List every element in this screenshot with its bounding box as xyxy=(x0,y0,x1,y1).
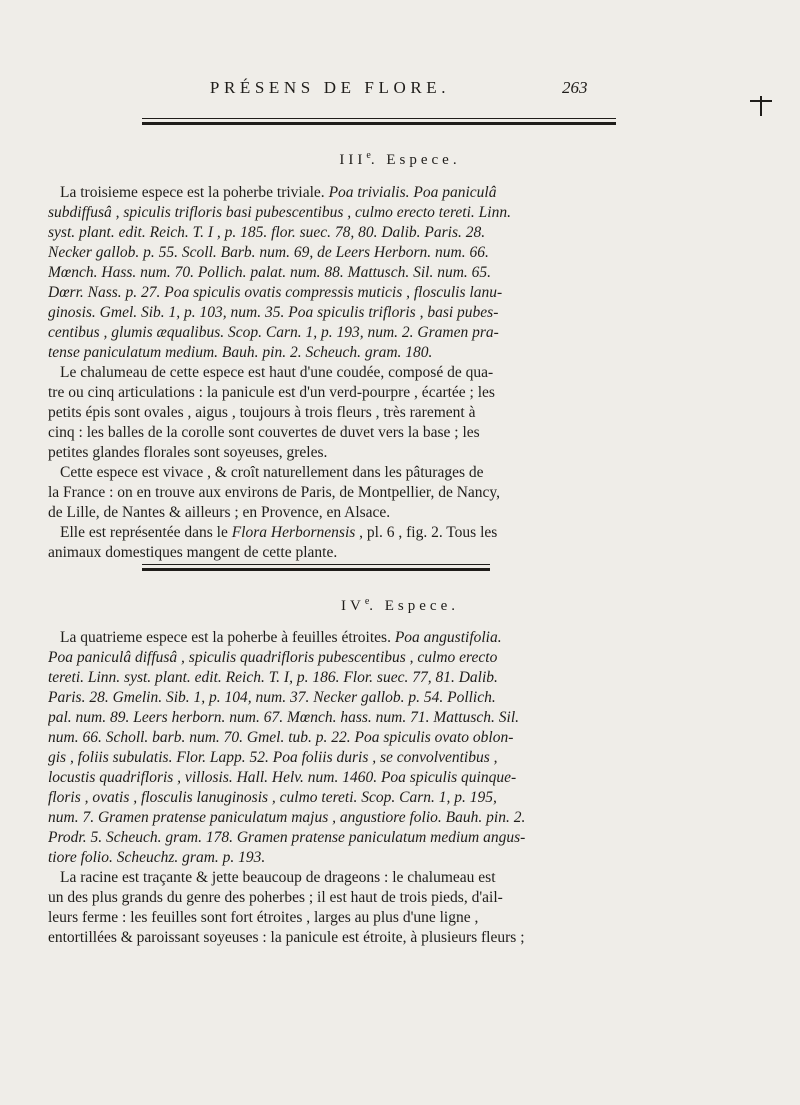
section-divider-thin xyxy=(142,564,490,565)
italic-segment: tereti. Linn. syst. plant. edit. Reich. T. I, p. 186. Flor. suec. 77, 81. Dalib. xyxy=(48,669,498,686)
text-segment: un des plus grands du genre des poherbes ; il est haut de trois pieds, d'ail- xyxy=(48,889,503,906)
italic-segment: gis , foliis subulatis. Flor. Lapp. 52. Poa foliis duris , se convolventibus , xyxy=(48,749,498,766)
section-iii-body xyxy=(48,183,766,563)
italic-segment: Necker gallob. p. 55. Scoll. Barb. num. 69, de Leers Herborn. num. 66. xyxy=(48,244,489,261)
text-line xyxy=(48,183,766,203)
text-line xyxy=(48,868,766,888)
text-line xyxy=(48,323,766,343)
italic-segment: floris , ovatis , flosculis lanuginosis , culmo tereti. Scop. Carn. 1, p. 195, xyxy=(48,789,497,806)
text-line xyxy=(48,363,766,383)
heading-word: . Espece. xyxy=(369,598,459,614)
italic-segment: subdiffusâ , spiculis trifloris basi pubescentibus , culmo erecto tereti. Linn. xyxy=(48,204,511,221)
text-line xyxy=(48,628,766,648)
text-line xyxy=(48,383,766,403)
text-segment: la France : on en trouve aux environs de Paris, de Montpellier, de Nancy, xyxy=(48,484,501,501)
text-segment: cinq : les balles de la corolle sont couvertes de duvet vers la base ; les xyxy=(48,424,480,441)
text-line xyxy=(48,908,766,928)
text-line xyxy=(48,223,766,243)
heading-sup: e xyxy=(366,150,371,161)
header-rule-thin xyxy=(142,118,616,119)
printers-mark-icon xyxy=(748,94,774,118)
text-line xyxy=(48,263,766,283)
heading-numeral: III xyxy=(339,152,367,168)
text-line xyxy=(48,243,766,263)
text-segment: tre ou cinq articulations : la panicule est d'un verd-pourpre , écartée ; les xyxy=(48,384,495,401)
italic-segment: Paris. 28. Gmelin. Sib. 1, p. 104, num. 37. Necker gallob. p. 54. Pollich. xyxy=(48,689,496,706)
section-heading-iv xyxy=(0,596,800,615)
italic-segment: ginosis. Gmel. Sib. 1, p. 103, num. 35. Poa spiculis trifloris , basi pubes- xyxy=(48,304,499,321)
text-line xyxy=(48,888,766,908)
text-segment: La troisieme espece est la poherbe triviale. xyxy=(60,184,329,201)
page-number: 263 xyxy=(562,78,588,97)
text-line xyxy=(48,648,766,668)
header-rule-thick xyxy=(142,122,616,125)
text-line xyxy=(48,748,766,768)
italic-segment: tense paniculatum medium. Bauh. pin. 2. Scheuch. gram. 180. xyxy=(48,344,433,361)
italic-segment: pal. num. 89. Leers herborn. num. 67. Mœnch. hass. num. 71. Mattusch. Sil. xyxy=(48,709,520,726)
italic-segment: locustis quadrifloris , villosis. Hall. Helv. num. 1460. Poa spiculis quinque- xyxy=(48,769,517,786)
text-line xyxy=(48,443,766,463)
italic-segment: Poa paniculâ diffusâ , spiculis quadrifloris pubescentibus , culmo erecto xyxy=(48,649,498,666)
italic-segment: Poa trivialis. Poa paniculâ xyxy=(328,184,497,201)
text-line xyxy=(48,523,766,543)
section-divider-thick xyxy=(142,568,490,571)
text-line xyxy=(48,203,766,223)
section-heading-iii xyxy=(0,150,800,169)
text-line xyxy=(48,483,766,503)
italic-segment: tiore folio. Scheuchz. gram. p. 193. xyxy=(48,849,266,866)
text-segment: petites glandes florales sont soyeuses, greles. xyxy=(48,444,328,461)
text-segment: Le chalumeau de cette espece est haut d'une coudée, composé de qua- xyxy=(60,364,494,381)
italic-segment: Mœnch. Hass. num. 70. Pollich. palat. num. 88. Mattusch. Sil. num. 65. xyxy=(48,264,492,281)
text-line xyxy=(48,928,766,948)
italic-segment: Dœrr. Nass. p. 27. Poa spiculis ovatis compressis muticis , flosculis lanu- xyxy=(48,284,503,301)
text-line xyxy=(48,728,766,748)
text-segment: La racine est traçante & jette beaucoup de drageons : le chalumeau est xyxy=(60,869,496,886)
text-line xyxy=(48,463,766,483)
italic-segment: Flora Herbornensis xyxy=(231,524,356,541)
italic-segment: syst. plant. edit. Reich. T. I , p. 185. flor. suec. 78, 80. Dalib. Paris. 28. xyxy=(48,224,486,241)
italic-segment: centibus , glumis æqualibus. Scop. Carn. 1, p. 193, num. 2. Gramen pra- xyxy=(48,324,499,341)
text-line xyxy=(48,283,766,303)
text-segment: de Lille, de Nantes & ailleurs ; en Provence, en Alsace. xyxy=(48,504,391,521)
text-line xyxy=(48,423,766,443)
text-line xyxy=(48,768,766,788)
text-line xyxy=(48,688,766,708)
text-segment: entortillées & paroissant soyeuses : la panicule est étroite, à plusieurs fleurs ; xyxy=(48,929,525,946)
text-line xyxy=(48,403,766,423)
text-line xyxy=(48,343,766,363)
running-head xyxy=(0,78,800,102)
text-line xyxy=(48,788,766,808)
heading-word: . Espece. xyxy=(370,152,461,168)
text-segment: , pl. 6 , fig. 2. Tous les xyxy=(355,524,498,541)
text-segment: petits épis sont ovales , aigus , toujours à trois fleurs , très rarement à xyxy=(48,404,476,421)
text-line xyxy=(48,543,766,563)
text-segment: leurs ferme : les feuilles sont fort étroites , larges au plus d'une ligne , xyxy=(48,909,479,926)
text-segment: animaux domestiques mangent de cette plante. xyxy=(48,544,338,561)
text-line xyxy=(48,708,766,728)
italic-segment: num. 66. Scholl. barb. num. 70. Gmel. tub. p. 22. Poa spiculis ovato oblon- xyxy=(48,729,514,746)
text-line xyxy=(48,828,766,848)
text-line xyxy=(48,848,766,868)
text-line xyxy=(48,303,766,323)
italic-segment: num. 7. Gramen pratense paniculatum majus , angustiore folio. Bauh. pin. 2. xyxy=(48,809,526,826)
italic-segment: Prodr. 5. Scheuch. gram. 178. Gramen pratense paniculatum medium angus- xyxy=(48,829,526,846)
text-segment: Cette espece est vivace , & croît naturellement dans les pâturages de xyxy=(60,464,484,481)
heading-numeral: IV xyxy=(340,598,365,614)
running-title: PRÉSENS DE FLORE. xyxy=(209,78,451,97)
text-line xyxy=(48,503,766,523)
heading-sup: e xyxy=(364,596,370,607)
text-segment: La quatrieme espece est la poherbe à feuilles étroites. xyxy=(60,629,395,646)
section-iv-body xyxy=(48,628,766,948)
text-line xyxy=(48,808,766,828)
italic-segment: Poa angustifolia. xyxy=(394,629,502,646)
text-segment: Elle est représentée dans le xyxy=(60,524,232,541)
text-line xyxy=(48,668,766,688)
